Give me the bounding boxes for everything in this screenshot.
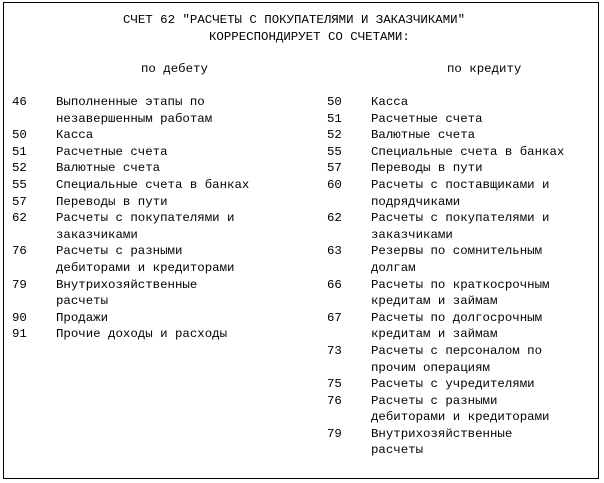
credit-account-name: Специальные счета в банках [371, 144, 565, 159]
credit-account-entry [327, 160, 564, 177]
debit-account-name: Переводы в пути [56, 194, 168, 209]
credit-account-entry [327, 177, 564, 210]
credit-account-name: Расчеты с разными дебиторами и кредиторами [371, 393, 550, 425]
debit-account-code: 57 [12, 194, 27, 209]
debit-account-entry [12, 243, 249, 276]
debit-account-entry [12, 160, 249, 177]
credit-account-name: Расчеты с покупателями и заказчиками [371, 211, 550, 242]
credit-account-name: Внутрихозяйственные расчеты [371, 426, 513, 458]
credit-account-entry [327, 111, 564, 128]
credit-account-name: Расчеты с учредителями [371, 377, 535, 392]
debit-account-entry [12, 94, 249, 127]
credit-account-entry [327, 310, 564, 343]
debit-account-code: 55 [12, 177, 27, 192]
credit-account-code: 60 [327, 177, 342, 192]
title-line-1: СЧЕТ 62 "РАСЧЕТЫ С ПОКУПАТЕЛЯМИ И ЗАКАЗЧИКАМИ" [123, 13, 466, 27]
debit-account-code: 62 [12, 211, 27, 226]
debit-account-name: Расчеты с покупателями и заказчиками [56, 211, 235, 242]
debit-account-name: Расчетные счета [56, 144, 168, 159]
debit-account-name: Валютные счета [56, 161, 161, 176]
credit-account-code: 57 [327, 161, 342, 176]
debit-account-name: Расчеты с разными дебиторами и кредиторами [56, 244, 235, 275]
debit-account-name: Касса [56, 128, 94, 143]
debit-account-code: 76 [12, 244, 27, 259]
credit-account-code: 67 [327, 310, 342, 325]
debit-account-entry [12, 310, 249, 327]
credit-account-code: 73 [327, 343, 342, 358]
debit-account-entry [12, 210, 249, 243]
document-frame [3, 2, 599, 479]
debit-header: по дебету [141, 62, 208, 76]
credit-account-entry [327, 243, 564, 276]
credit-account-entry [327, 426, 564, 459]
credit-account-entry [327, 144, 564, 161]
credit-account-entry [327, 94, 564, 111]
debit-account-entry [12, 326, 249, 343]
credit-account-name: Касса [371, 95, 409, 109]
debit-account-name: Внутрихозяйственные расчеты [56, 277, 198, 309]
credit-account-code: 66 [327, 277, 342, 292]
title-line-2: КОРРЕСПОНДИРУЕТ СО СЧЕТАМИ: [209, 30, 410, 44]
debit-account-code: 51 [12, 144, 27, 159]
credit-account-entry [327, 393, 564, 426]
debit-account-name: Выполненные этапы по незавершенным работам [56, 95, 213, 126]
credit-account-name: Расчеты с персоналом по прочим операциям [371, 343, 543, 375]
credit-header: по кредиту [447, 62, 522, 76]
debit-account-name: Продажи [56, 310, 109, 325]
credit-account-code: 50 [327, 95, 342, 109]
debit-account-entry [12, 277, 249, 310]
credit-account-name: Расчеты по долгосрочным кредитам и займам [371, 310, 543, 342]
credit-account-code: 76 [327, 393, 342, 408]
credit-account-code: 52 [327, 128, 342, 143]
credit-account-name: Переводы в пути [371, 161, 483, 176]
credit-account-entry [327, 277, 564, 310]
credit-account-name: Расчеты с поставщиками и подрядчиками [371, 177, 550, 209]
debit-account-entry [12, 177, 249, 194]
credit-account-name: Расчетные счета [371, 111, 483, 126]
credit-account-name: Валютные счета [371, 128, 476, 143]
debit-account-name: Специальные счета в банках [56, 177, 250, 192]
debit-account-code: 91 [12, 327, 27, 342]
debit-account-code: 90 [12, 310, 27, 325]
credit-account-code: 55 [327, 144, 342, 159]
debit-account-entry [12, 194, 249, 211]
debit-account-code: 52 [12, 161, 27, 176]
credit-account-code: 51 [327, 111, 342, 126]
credit-column [327, 94, 564, 459]
credit-account-name: Резервы по сомнительным долгам [371, 244, 543, 275]
debit-column [12, 94, 249, 343]
debit-account-name: Прочие доходы и расходы [56, 327, 228, 342]
credit-account-code: 63 [327, 244, 342, 259]
credit-account-code: 79 [327, 426, 342, 441]
debit-account-entry [12, 127, 249, 144]
credit-account-entry [327, 210, 564, 243]
credit-account-name: Расчеты по краткосрочным кредитам и займам [371, 277, 550, 309]
credit-account-entry [327, 376, 564, 393]
debit-account-entry [12, 144, 249, 161]
credit-account-entry [327, 127, 564, 144]
debit-account-code: 79 [12, 277, 27, 292]
debit-account-code: 50 [12, 128, 27, 143]
credit-account-entry [327, 343, 564, 376]
debit-account-code: 46 [12, 95, 27, 109]
credit-account-code: 62 [327, 211, 342, 226]
credit-account-code: 75 [327, 377, 342, 392]
